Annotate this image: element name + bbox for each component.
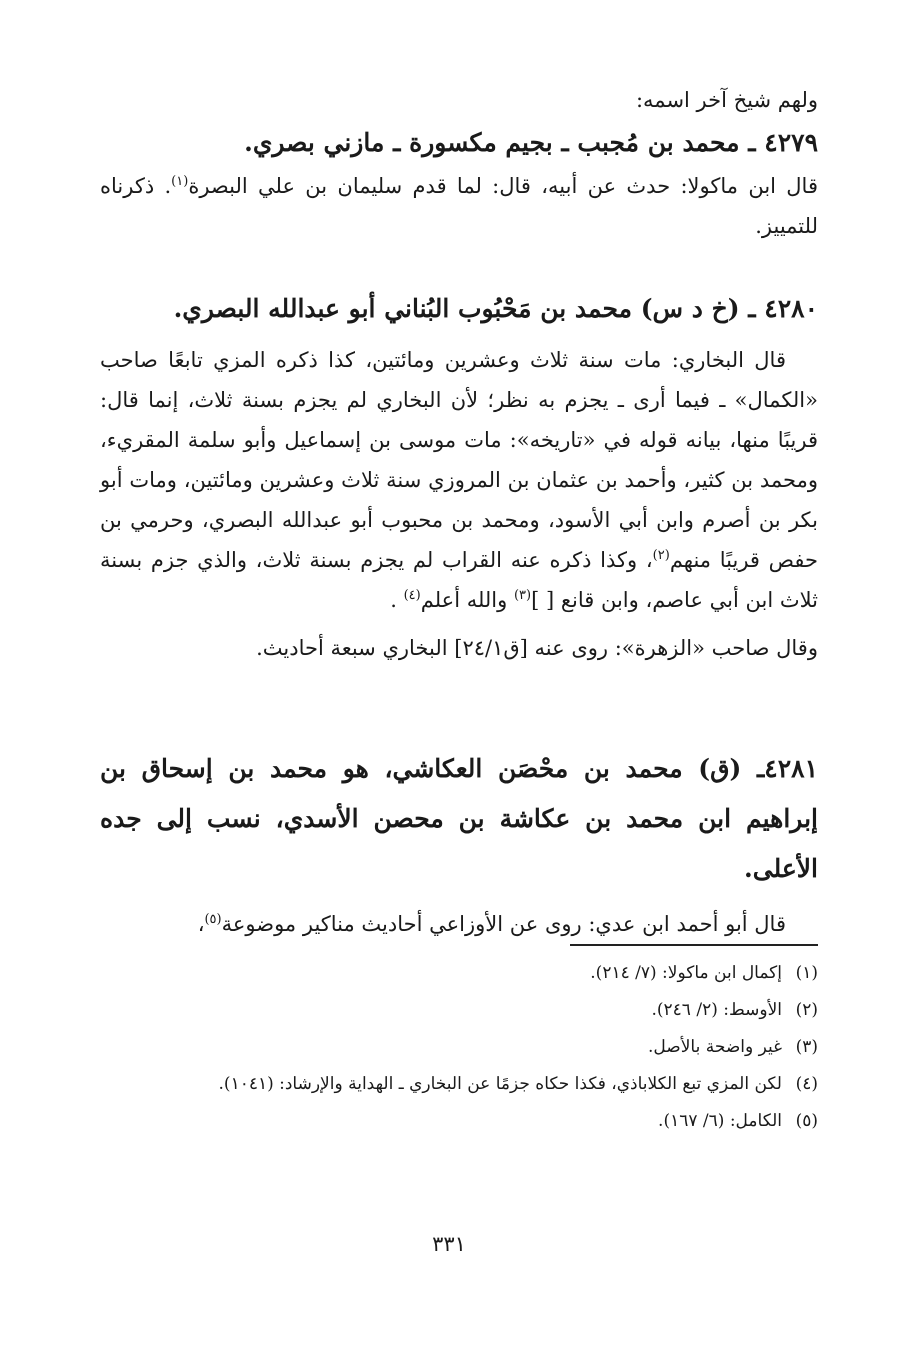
- intro-line: ولهم شيخ آخر اسمه:: [635, 88, 818, 112]
- footnote-item: [100, 997, 818, 1024]
- footnote-item: [100, 1108, 818, 1135]
- footnote-number: (٤): [795, 1074, 818, 1094]
- footnotes: [100, 960, 818, 1145]
- entry-heading-4279: ٤٢٧٩ ـ محمد بن مُجبب ـ بجيم مكسورة ـ مازني بصري.: [244, 128, 818, 157]
- footnote-number: (٢): [795, 1000, 818, 1020]
- footnote-text: إكمال ابن ماكولا: (٧/ ٢١٤).: [590, 963, 782, 983]
- footnote-number: (١): [795, 963, 818, 983]
- footnote-text: لكن المزي تبع الكلاباذي، فكذا حكاه جزمًا عن البخاري ـ الهداية والإرشاد: (١٠٤١).: [218, 1074, 782, 1094]
- footnote-ref-3[interactable]: (٣): [513, 588, 532, 603]
- footnote-ref-5[interactable]: (٥): [204, 912, 222, 927]
- footnote-ref-2[interactable]: (٢): [652, 548, 670, 563]
- entry-heading-4280: ٤٢٨٠ ـ (خ د س) محمد بن مَحْبُوب البُناني أبو عبدالله البصري.: [173, 294, 818, 323]
- footnote-item: [100, 1034, 818, 1061]
- footnote-number: (٥): [795, 1111, 818, 1131]
- page-number: ٣٣١: [432, 1232, 466, 1256]
- footnote-item: [100, 960, 818, 987]
- footnote-divider: [570, 944, 818, 946]
- footnote-text: غير واضحة بالأصل.: [648, 1037, 782, 1057]
- entry-4280: [100, 286, 818, 668]
- entry-heading-4281: ٤٢٨١ـ (ق) محمد بن محْصَن العكاشي، هو محمد بن إسحاق بن إبراهيم ابن محمد بن عكاشة بن محصن الأسدي، نسب إلى جده الأعلى.: [100, 754, 818, 883]
- footnote-item: [100, 1071, 818, 1098]
- entry-body-4281: قال أبو أحمد ابن عدي: روى عن الأوزاعي أحاديث مناكير موضوعة$^{(٥)}$،: [197, 912, 786, 936]
- footnote-text: الأوسط: (٢/ ٢٤٦).: [651, 1000, 782, 1020]
- entry-4281: [100, 744, 818, 944]
- footnote-text: الكامل: (٦/ ١٦٧).: [658, 1111, 782, 1131]
- entry-body2-4280: وقال صاحب «الزهرة»: روى عنه [ق٢٤/١] البخاري سبعة أحاديث.: [256, 636, 818, 660]
- entry-body-4279: قال ابن ماكولا: حدث عن أبيه، قال: لما قدم سليمان بن علي البصرة$^{(١)}$. ذكرناه للتمييز.: [100, 174, 818, 238]
- footnote-ref-4[interactable]: (٤): [403, 588, 421, 603]
- entry-4279: [100, 80, 818, 246]
- entry-body-4280: قال البخاري: مات سنة ثلاث وعشرين ومائتين، كذا ذكره المزي تابعًا صاحب «الكمال» ـ فيما أرى ـ يجزم به نظر؛ لأن البخاري لم يجزم بسنة ثلاث، إنما قال: قريبًا منها، بيانه قوله في «تاريخه»: مات موسى بن إسماعيل وأبو سلمة المقريء، ومحمد بن كثير، وأحمد بن عثمان بن المروزي سنة ثلاث وعشرين ومائتين، ومات أبو بكر بن أصرم وابن أبي الأسود، ومحمد بن محبوب أبو عبدالله البصري، وحرمي بن حفص قريبًا منهم$^{(٢)}$، وكذا ذكره عنه القراب لم يجزم بسنة ثلاث، والذي جزم بسنة ثلاث ابن أبي عاصم، وابن قانع [ ]$^{(٣)}$ والله أعلم$^{(٤)}$ .: [100, 348, 818, 612]
- footnote-number: (٣): [795, 1037, 818, 1057]
- footnote-ref-1[interactable]: (١): [171, 174, 189, 189]
